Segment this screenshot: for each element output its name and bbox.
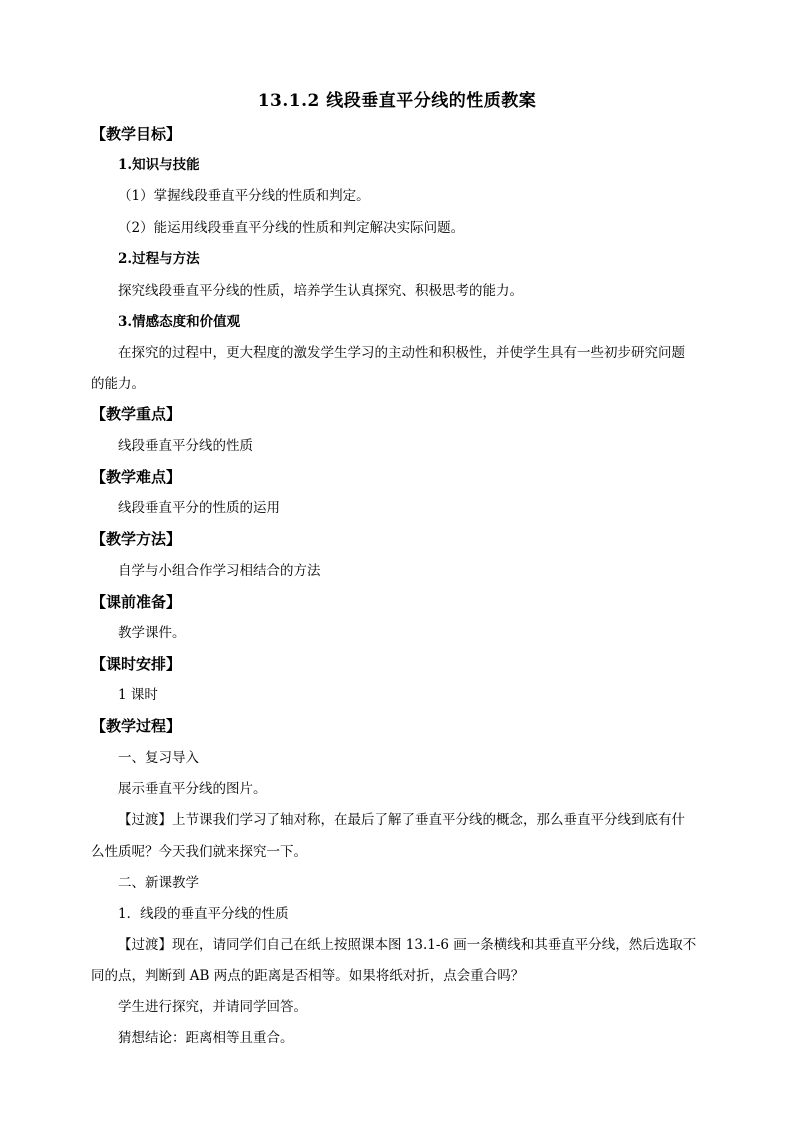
difficulties-text: 线段垂直平分的性质的运用 [118,500,280,516]
process-methods-text: 探究线段垂直平分线的性质，培养学生认真探究、积极思考的能力。 [118,283,523,299]
review-intro-title: 一、复习导入 [118,750,199,766]
key-points-heading: 【教学重点】 [91,405,182,423]
attitude-values-title: 3.情感态度和价值观 [118,314,241,330]
attitude-values-text-line2: 的能力。 [91,376,145,392]
new-lesson-title: 二、新课教学 [118,875,199,891]
schedule-text: 1 课时 [118,687,158,703]
methods-text: 自学与小组合作学习相结合的方法 [118,563,321,579]
objective-item-1: （1）掌握线段垂直平分线的性质和判定。 [118,188,370,204]
methods-heading: 【教学方法】 [91,530,182,548]
document-title: 13.1.2 线段垂直平分线的性质教案 [257,91,537,111]
transition-paragraph-2-line1: 【过渡】现在，请同学们自己在纸上按照课本图 13.1-6 画一条横线和其垂直平分线，然后选取不 [118,937,697,953]
objective-item-2: （2）能运用线段垂直平分线的性质和判定解决实际问题。 [118,220,465,236]
conjecture-conclusion-text: 猜想结论：距离相等且重合。 [118,1030,294,1046]
objectives-heading: 【教学目标】 [91,125,182,143]
transition-paragraph-2-line2: 同的点，判断到 AB 两点的距离是否相等。如果将纸对折，点会重合吗？ [91,968,525,984]
schedule-heading: 【课时安排】 [91,655,182,673]
process-methods-title: 2.过程与方法 [118,251,200,267]
student-explore-text: 学生进行探究，并请同学回答。 [118,999,307,1015]
key-points-text: 线段垂直平分线的性质 [118,438,253,454]
property-subtitle: 1．线段的垂直平分线的性质 [118,906,289,922]
attitude-values-text-line1: 在探究的过程中，更大程度的激发学生学习的主动性和积极性，并使学生具有一些初步研究问题 [118,345,685,361]
preparation-heading: 【课前准备】 [91,593,182,611]
transition-paragraph-1-line1: 【过渡】上节课我们学习了轴对称，在最后了解了垂直平分线的概念，那么垂直平分线到底有什 [118,812,685,828]
difficulties-heading: 【教学难点】 [91,468,182,486]
process-heading: 【教学过程】 [91,717,182,735]
transition-paragraph-1-line2: 么性质呢？今天我们就来探究一下。 [91,844,307,860]
knowledge-skills-title: 1.知识与技能 [118,157,200,173]
show-pictures-text: 展示垂直平分线的图片。 [118,781,267,797]
preparation-text: 教学课件。 [118,625,186,641]
